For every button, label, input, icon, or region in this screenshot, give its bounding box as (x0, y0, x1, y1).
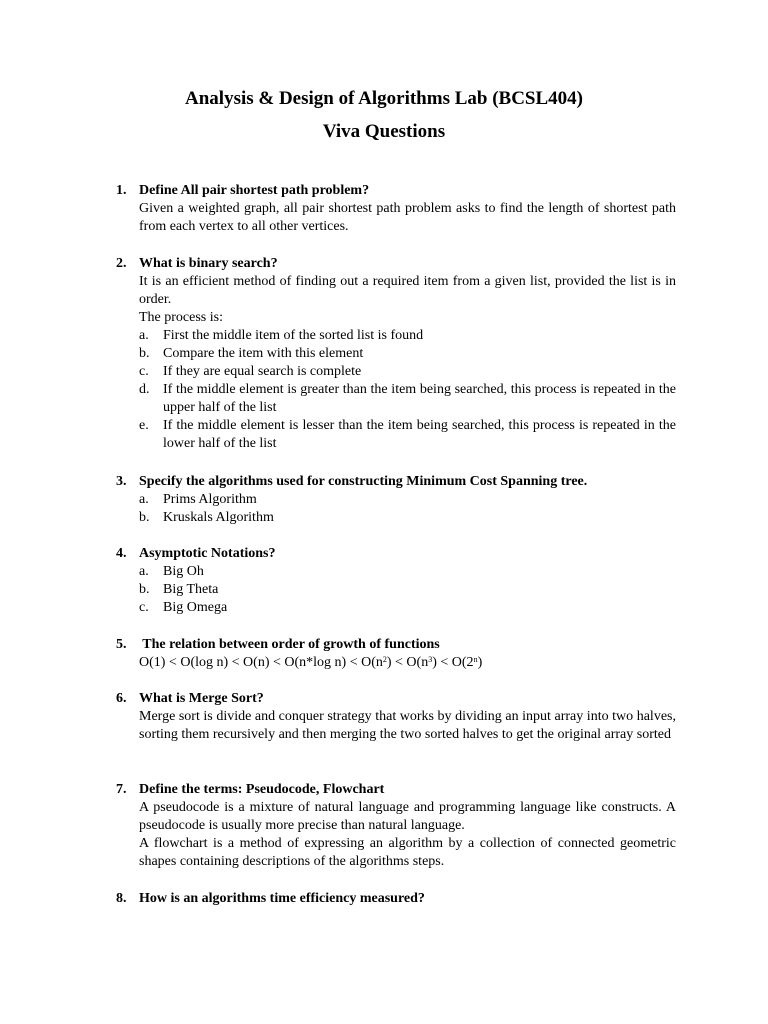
list-item-text: First the middle item of the sorted list is found (163, 328, 424, 343)
question-7 (116, 781, 676, 871)
formula-part: O(1) < O(log n) < O(n) < O(n*log n) < O(n (139, 655, 383, 670)
question-text: Define All pair shortest path problem? (139, 183, 370, 198)
question-4 (116, 545, 676, 617)
question-number: 5. (116, 637, 127, 652)
question-heading (116, 636, 676, 654)
question-heading (116, 255, 676, 273)
answer-paragraph: The process is: (139, 310, 223, 325)
answer-paragraph: A pseudocode is a mixture of natural language and programming language like constructs. A pseudocode is usually more precise than natural language. (139, 800, 676, 833)
list-item (116, 491, 676, 509)
formula-part: ) < O(n (386, 655, 429, 670)
answer-paragraph: Merge sort is divide and conquer strategy that works by dividing an input array into two halves, sorting them recursively and then merging the two sorted halves to get the original array sorted (139, 709, 676, 742)
question-6 (116, 690, 676, 744)
question-1 (116, 182, 676, 236)
question-5 (116, 636, 676, 672)
question-number: 3. (116, 474, 127, 489)
list-item-text: Big Theta (163, 582, 219, 597)
list-item-text: Big Omega (163, 600, 228, 615)
list-item-letter: b. (139, 582, 150, 597)
question-text: Specify the algorithms used for constructing Minimum Cost Spanning tree. (139, 474, 588, 489)
document-subtitle: Viva Questions (322, 121, 446, 142)
list-item-letter: a. (139, 328, 149, 343)
formula-exponent: 3 (428, 655, 433, 664)
list-item-letter: e. (139, 418, 149, 433)
question-3 (116, 473, 676, 527)
question-number: 1. (116, 183, 127, 198)
formula-part: ) (477, 655, 483, 670)
question-heading (116, 182, 676, 200)
question-8 (116, 890, 676, 908)
answer-paragraph: A flowchart is a method of expressing an algorithm by a collection of connected geometric shapes containing descriptions of the algorithms steps. (139, 836, 676, 869)
list-item-letter: b. (139, 346, 150, 361)
question-heading (116, 890, 676, 908)
question-2 (116, 255, 676, 453)
question-text: What is Merge Sort? (139, 691, 264, 706)
list-item-letter: c. (139, 364, 149, 379)
question-number: 2. (116, 256, 127, 271)
list-item-text: If the middle element is lesser than the item being searched, this process is repeated in the lower half of the list (163, 418, 676, 451)
question-number: 6. (116, 691, 127, 706)
list-item-text: If they are equal search is complete (163, 364, 362, 379)
list-item-text: Kruskals Algorithm (163, 510, 274, 525)
question-number: 8. (116, 891, 127, 906)
list-item (116, 509, 676, 527)
list-item-letter: b. (139, 510, 150, 525)
list-item-letter: a. (139, 492, 149, 507)
answer-paragraph: Given a weighted graph, all pair shortest path problem asks to find the length of shortest path from each vertex to all other vertices. (139, 201, 676, 234)
formula-part: ) < O(2 (432, 655, 474, 670)
question-text: Define the terms: Pseudocode, Flowchart (139, 782, 385, 797)
list-item-letter: d. (139, 382, 150, 397)
list-item-text: Compare the item with this element (163, 346, 364, 361)
question-heading (116, 690, 676, 708)
list-item (116, 417, 676, 453)
question-heading (116, 781, 676, 799)
list-item-letter: a. (139, 564, 149, 579)
question-heading (116, 545, 676, 563)
list-item-text: Prims Algorithm (163, 492, 257, 507)
question-number: 7. (116, 782, 127, 797)
list-item-text: If the middle element is greater than the item being searched, this process is repeated in the upper half of the list (163, 382, 676, 415)
list-item (116, 363, 676, 381)
list-item (116, 599, 676, 617)
list-item (116, 345, 676, 363)
question-text: The relation between order of growth of functions (139, 637, 440, 652)
list-item-letter: c. (139, 600, 149, 615)
formula-exponent: n (473, 655, 478, 664)
list-item (116, 327, 676, 345)
question-text: What is binary search? (139, 256, 278, 271)
list-item (116, 581, 676, 599)
list-item-text: Big Oh (163, 564, 204, 579)
question-text: Asymptotic Notations? (139, 546, 276, 561)
question-text: How is an algorithms time efficiency measured? (139, 891, 425, 906)
answer-paragraph: It is an efficient method of finding out a required item from a given list, provided the list is in order. (139, 274, 676, 307)
list-item (116, 563, 676, 581)
question-heading (116, 473, 676, 491)
question-number: 4. (116, 546, 127, 561)
formula-exponent: 2 (382, 655, 387, 664)
growth-order-formula (116, 654, 676, 672)
document-title: Analysis & Design of Algorithms Lab (BCSL404) (185, 88, 583, 109)
list-item (116, 381, 676, 417)
